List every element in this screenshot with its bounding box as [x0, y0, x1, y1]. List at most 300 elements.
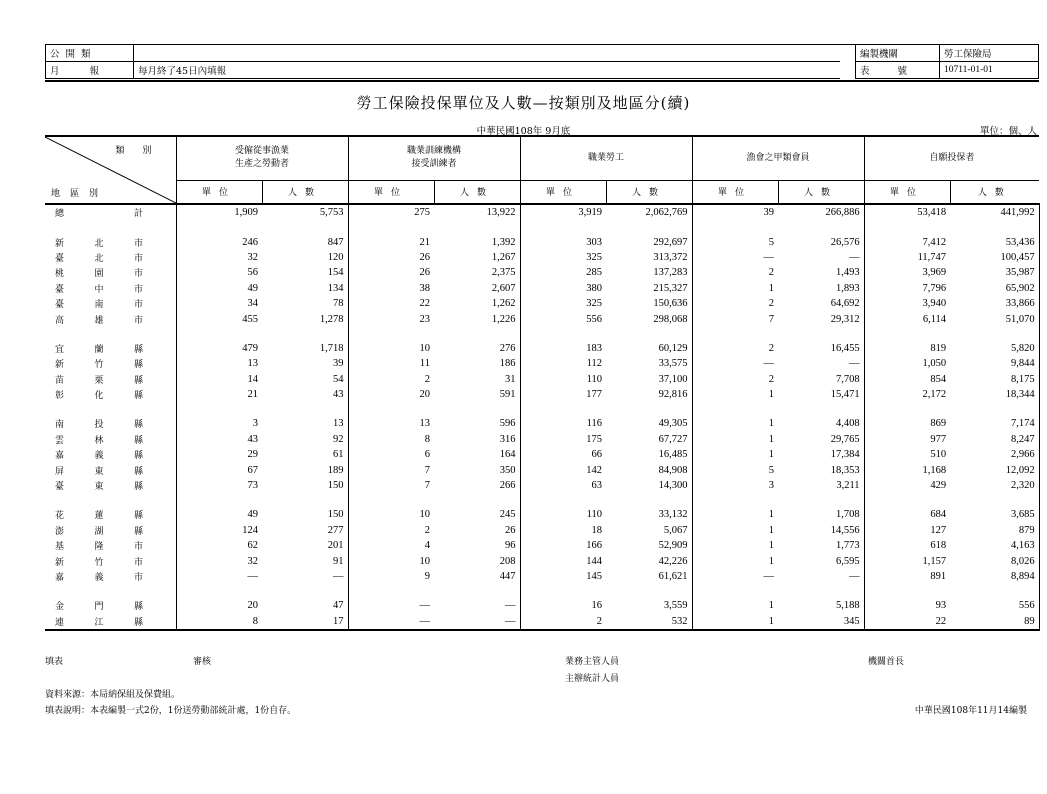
spacer-cell — [778, 493, 864, 507]
value-cell: 3,685 — [950, 507, 1039, 522]
value-cell: 1 — [768, 389, 775, 401]
value-cell: 1,226 — [434, 311, 520, 326]
value-cell: 60,129 — [606, 341, 692, 356]
value-cell: 186 — [434, 356, 520, 371]
group-header-4: 自願投保者 — [864, 136, 1039, 180]
spacer-cell — [864, 584, 950, 598]
table-row — [45, 296, 1039, 311]
value-cell: 8,247 — [950, 432, 1039, 447]
table-row — [45, 538, 1039, 553]
value-cell: 189 — [262, 462, 348, 477]
table-body — [45, 204, 1039, 630]
value-cell: 10 — [419, 509, 431, 521]
spacer-cell — [606, 220, 692, 234]
header-left-box — [45, 44, 840, 79]
value-cell: 2,320 — [950, 478, 1039, 493]
value-cell: 29 — [247, 449, 258, 461]
value-cell: 29,312 — [778, 311, 864, 326]
table-row — [45, 234, 1039, 249]
value-cell: 847 — [262, 234, 348, 249]
value-cell: 596 — [434, 416, 520, 431]
corner-category-label: 類別 — [115, 146, 170, 156]
value-cell: 150,636 — [606, 296, 692, 311]
spacer-cell — [262, 327, 348, 341]
spacer-cell — [520, 327, 606, 341]
spacer-cell — [520, 584, 606, 598]
region-name-text: 嘉 義 市 — [55, 573, 143, 583]
region-name — [45, 250, 176, 265]
value-cell: 2,375 — [434, 265, 520, 280]
value-cell: 1,262 — [434, 296, 520, 311]
value-cell: 1 — [768, 600, 775, 612]
spacer-cell — [434, 584, 520, 598]
value-cell: 13 — [419, 418, 431, 430]
value-cell: 14 — [247, 373, 258, 385]
region-name — [45, 538, 176, 553]
value-cell: 26 — [434, 523, 520, 538]
region-name-text: 花 蓮 縣 — [55, 511, 143, 522]
spacer-cell — [262, 220, 348, 234]
region-name-text: 彰 化 縣 — [55, 391, 143, 402]
region-name — [45, 432, 176, 447]
spacer-cell — [864, 493, 950, 507]
value-cell: 325 — [586, 251, 603, 263]
spacer-cell — [176, 220, 262, 234]
value-cell: 285 — [586, 267, 603, 279]
value-cell: 208 — [434, 553, 520, 568]
spacer-cell — [520, 493, 606, 507]
value-cell: 1 — [768, 433, 775, 445]
spacer-cell — [45, 220, 176, 234]
region-name-text: 臺 北 市 — [55, 253, 143, 264]
value-cell: 447 — [434, 569, 520, 584]
value-cell: 91 — [262, 553, 348, 568]
table-row — [45, 614, 1039, 630]
region-name-text: 苗 栗 縣 — [55, 375, 143, 386]
period-label: 中華民國108年 9月底 — [476, 126, 571, 137]
value-cell: 7 — [424, 464, 431, 476]
spacer-cell — [692, 402, 778, 416]
value-cell: 8 — [424, 433, 431, 445]
value-cell: 8 — [176, 614, 262, 630]
value-cell: 42,226 — [606, 553, 692, 568]
region-name — [45, 234, 176, 249]
value-cell: 276 — [434, 341, 520, 356]
value-cell: 5,753 — [262, 204, 348, 220]
value-cell: 18,344 — [950, 387, 1039, 402]
value-cell: 49 — [247, 282, 258, 294]
value-cell: — — [262, 569, 348, 584]
spacer-cell — [434, 220, 520, 234]
region-name — [45, 311, 176, 326]
group-header-0: 受僱從事漁業 生產之勞動者 — [176, 136, 348, 180]
value-cell: 7,174 — [950, 416, 1039, 431]
table-row — [45, 204, 1039, 220]
spacer-cell — [348, 493, 434, 507]
value-cell: 116 — [586, 418, 603, 430]
region-name-text: 嘉 義 縣 — [55, 451, 143, 462]
value-cell: 20 — [247, 600, 258, 612]
region-name — [45, 341, 176, 356]
value-cell: 67,727 — [606, 432, 692, 447]
table-row — [45, 432, 1039, 447]
value-cell: 3,559 — [606, 598, 692, 613]
value-cell: 1,493 — [778, 265, 864, 280]
value-cell: 13 — [247, 358, 258, 370]
spacer-row — [45, 220, 1039, 234]
footer-date: 中華民國108年11月14編製 — [914, 706, 1027, 716]
corner-region-label: 地區別 — [51, 189, 109, 199]
form-no-value: 10711-01-01 — [940, 62, 1039, 79]
value-cell: 17 — [262, 614, 348, 630]
value-cell: 2,062,769 — [606, 204, 692, 220]
value-cell: 854 — [930, 373, 947, 385]
footer-reviewer: 審核 — [193, 657, 212, 667]
region-name — [45, 462, 176, 477]
spacer-cell — [864, 327, 950, 341]
value-cell: 61 — [262, 447, 348, 462]
spacer-cell — [45, 327, 176, 341]
value-cell: 52,909 — [606, 538, 692, 553]
form-no-label: 表號 — [856, 62, 940, 79]
value-cell: 110 — [586, 509, 603, 521]
value-cell: 124 — [242, 524, 258, 536]
value-cell: 1,708 — [778, 507, 864, 522]
value-cell: 4,163 — [950, 538, 1039, 553]
value-cell: 37,100 — [606, 372, 692, 387]
spacer-cell — [434, 402, 520, 416]
value-cell: 977 — [930, 433, 947, 445]
region-name-text: 總 計 — [55, 209, 143, 220]
value-cell: 266 — [434, 478, 520, 493]
value-cell: 2 — [768, 342, 775, 354]
spacer-cell — [176, 584, 262, 598]
value-cell: 1,168 — [922, 464, 947, 476]
spacer-cell — [262, 584, 348, 598]
sub-header-persons: 人數 — [778, 180, 864, 204]
value-cell: 12,092 — [950, 462, 1039, 477]
region-name-text: 雲 林 縣 — [55, 435, 143, 446]
table-row — [45, 356, 1039, 371]
value-cell: 10 — [419, 555, 431, 567]
region-name-text: 高 雄 市 — [55, 315, 143, 326]
value-cell: 1,909 — [234, 207, 258, 219]
value-cell: 22 — [864, 614, 950, 630]
value-cell: — — [763, 358, 775, 370]
value-cell: 11 — [419, 358, 431, 370]
value-cell: 292,697 — [606, 234, 692, 249]
value-cell: 65,902 — [950, 281, 1039, 296]
footer-head: 機關首長 — [868, 657, 905, 667]
region-name — [45, 296, 176, 311]
value-cell: 1,278 — [262, 311, 348, 326]
value-cell: 2 — [768, 298, 775, 310]
value-cell: 215,327 — [606, 281, 692, 296]
value-cell: 142 — [586, 464, 603, 476]
spacer-cell — [692, 220, 778, 234]
value-cell: 2 — [424, 524, 431, 536]
value-cell: 618 — [930, 540, 947, 552]
value-cell: 137,283 — [606, 265, 692, 280]
value-cell: 2,607 — [434, 281, 520, 296]
value-cell: 93 — [935, 600, 947, 612]
table-row — [45, 416, 1039, 431]
spacer-cell — [950, 327, 1039, 341]
spacer-cell — [864, 402, 950, 416]
value-cell: 1,773 — [778, 538, 864, 553]
value-cell: 5,188 — [778, 598, 864, 613]
sub-header-persons: 人數 — [434, 180, 520, 204]
spacer-row — [45, 327, 1039, 341]
value-cell: 56 — [247, 267, 258, 279]
spacer-cell — [262, 493, 348, 507]
value-cell: 556 — [950, 598, 1039, 613]
value-cell: 298,068 — [606, 311, 692, 326]
value-cell: 6,114 — [922, 313, 947, 325]
region-name-text: 新 竹 縣 — [55, 360, 143, 371]
spacer-cell — [692, 584, 778, 598]
value-cell: 18,353 — [778, 462, 864, 477]
table-row — [45, 265, 1039, 280]
sub-header-persons: 人數 — [950, 180, 1039, 204]
value-cell: 556 — [586, 313, 603, 325]
region-name — [45, 281, 176, 296]
table-row — [45, 341, 1039, 356]
table-row — [45, 447, 1039, 462]
value-cell: 84,908 — [606, 462, 692, 477]
value-cell: 7 — [424, 480, 431, 492]
spacer-cell — [950, 402, 1039, 416]
value-cell: 303 — [586, 236, 603, 248]
value-cell: 5 — [768, 464, 775, 476]
table-row — [45, 553, 1039, 568]
value-cell: 7,412 — [922, 236, 947, 248]
data-table — [45, 135, 1040, 631]
value-cell: 1 — [768, 555, 775, 567]
public-class-label: 公開類 — [46, 45, 134, 62]
spacer-cell — [348, 220, 434, 234]
value-cell: — — [763, 571, 775, 582]
corner-header — [45, 136, 176, 204]
value-cell: — — [778, 356, 864, 371]
region-name-text: 金 門 縣 — [55, 602, 143, 613]
table-row — [45, 598, 1039, 613]
sub-header-persons: 人數 — [262, 180, 348, 204]
value-cell: 1 — [768, 540, 775, 552]
value-cell: 869 — [930, 418, 947, 430]
value-cell: — — [434, 598, 520, 613]
value-cell: 277 — [262, 523, 348, 538]
value-cell: 11,747 — [917, 251, 947, 263]
spacer-cell — [950, 584, 1039, 598]
value-cell: 26,576 — [778, 234, 864, 249]
value-cell: 134 — [262, 281, 348, 296]
value-cell: 23 — [419, 313, 431, 325]
value-cell: 1,050 — [922, 358, 947, 370]
value-cell: 89 — [950, 614, 1039, 630]
value-cell: 1 — [768, 282, 775, 294]
value-cell: 819 — [930, 342, 947, 354]
footer-filler: 填表 — [45, 657, 64, 667]
value-cell: 3,211 — [778, 478, 864, 493]
value-cell: 120 — [262, 250, 348, 265]
value-cell: 532 — [606, 614, 692, 630]
value-cell: 21 — [247, 389, 258, 401]
region-name — [45, 447, 176, 462]
value-cell: 112 — [586, 358, 603, 370]
value-cell: 201 — [262, 538, 348, 553]
region-name — [45, 507, 176, 522]
value-cell: 34 — [247, 298, 258, 310]
footer-note: 填表說明：本表編製一式2份，1份送勞動部統計處，1份自存。 — [45, 706, 297, 716]
value-cell: 1,392 — [434, 234, 520, 249]
value-cell: 4 — [424, 540, 431, 552]
footer-source: 資料來源：本局納保組及保費組。 — [45, 690, 181, 700]
value-cell: 33,575 — [606, 356, 692, 371]
region-name — [45, 204, 176, 220]
value-cell: 1,893 — [778, 281, 864, 296]
value-cell: 16,455 — [778, 341, 864, 356]
value-cell: 100,457 — [950, 250, 1039, 265]
region-name-text: 新 竹 市 — [55, 557, 143, 568]
region-name-text: 新 北 市 — [55, 238, 143, 249]
value-cell: 39 — [262, 356, 348, 371]
footer-statistician: 主辦統計人員 — [565, 674, 620, 684]
table-row — [45, 250, 1039, 265]
value-cell: 164 — [434, 447, 520, 462]
sub-header-units: 單位 — [520, 180, 606, 204]
value-cell: 43 — [262, 387, 348, 402]
value-cell: 61,621 — [606, 569, 692, 584]
spacer-cell — [692, 327, 778, 341]
value-cell: 66 — [591, 449, 603, 461]
value-cell: 154 — [262, 265, 348, 280]
spacer-cell — [520, 220, 606, 234]
value-cell: — — [763, 251, 775, 263]
spacer-cell — [45, 584, 176, 598]
region-name — [45, 614, 176, 630]
value-cell: 8,894 — [950, 569, 1039, 584]
value-cell: 2 — [424, 373, 431, 385]
spacer-row — [45, 493, 1039, 507]
header-rule — [45, 80, 1039, 82]
spacer-cell — [176, 327, 262, 341]
value-cell: 8,026 — [950, 553, 1039, 568]
value-cell: 73 — [247, 480, 258, 492]
spacer-cell — [606, 584, 692, 598]
value-cell: 96 — [434, 538, 520, 553]
value-cell: 5 — [768, 236, 775, 248]
value-cell: 316 — [434, 432, 520, 447]
spacer-cell — [864, 220, 950, 234]
value-cell: 16,485 — [606, 447, 692, 462]
value-cell: — — [419, 600, 431, 612]
region-name-text: 臺 中 市 — [55, 284, 143, 295]
value-cell: 33,866 — [950, 296, 1039, 311]
sub-header-units: 單位 — [692, 180, 778, 204]
spacer-cell — [692, 493, 778, 507]
region-name — [45, 569, 176, 584]
value-cell: 32 — [247, 251, 258, 263]
spacer-cell — [176, 493, 262, 507]
report-label: 月報 — [46, 62, 134, 79]
value-cell: 47 — [262, 598, 348, 613]
value-cell: 49 — [247, 509, 258, 521]
value-cell: 1 — [768, 524, 775, 536]
value-cell: 3,940 — [922, 298, 947, 310]
value-cell: 14,556 — [778, 523, 864, 538]
value-cell: 1 — [768, 449, 775, 461]
spacer-row — [45, 402, 1039, 416]
value-cell: 325 — [586, 298, 603, 310]
region-name — [45, 387, 176, 402]
value-cell: 2 — [520, 614, 606, 630]
value-cell: 22 — [419, 298, 431, 310]
value-cell: 1 — [768, 418, 775, 430]
spacer-cell — [778, 327, 864, 341]
value-cell: 13 — [262, 416, 348, 431]
value-cell: 145 — [586, 571, 603, 582]
header-right-box — [855, 44, 1039, 79]
value-cell: 43 — [247, 433, 258, 445]
spacer-cell — [434, 493, 520, 507]
spacer-cell — [520, 402, 606, 416]
value-cell: 441,992 — [950, 204, 1039, 220]
value-cell: — — [778, 250, 864, 265]
value-cell: 21 — [419, 236, 431, 248]
value-cell: 144 — [586, 555, 603, 567]
value-cell: 429 — [930, 480, 947, 492]
unit-label: 單位：個、人 — [979, 126, 1037, 137]
value-cell: 246 — [242, 236, 258, 248]
region-name-text: 澎 湖 縣 — [55, 526, 143, 537]
value-cell: 4,408 — [778, 416, 864, 431]
region-name — [45, 265, 176, 280]
table-row — [45, 462, 1039, 477]
region-name-text: 臺 南 市 — [55, 300, 143, 311]
value-cell: 9,844 — [950, 356, 1039, 371]
value-cell: 53,418 — [917, 207, 947, 219]
value-cell: 64,692 — [778, 296, 864, 311]
report-deadline: 每月終了45日內填報 — [134, 62, 840, 79]
region-name-text: 桃 園 市 — [55, 269, 143, 280]
value-cell: 51,070 — [950, 311, 1039, 326]
value-cell: 127 — [930, 524, 947, 536]
value-cell: — — [434, 614, 520, 630]
sub-header-persons: 人數 — [606, 180, 692, 204]
spacer-cell — [950, 493, 1039, 507]
value-cell: 110 — [586, 373, 603, 385]
value-cell: 5,820 — [950, 341, 1039, 356]
spacer-cell — [606, 327, 692, 341]
spacer-cell — [434, 327, 520, 341]
value-cell: 32 — [247, 555, 258, 567]
value-cell: 13,922 — [434, 204, 520, 220]
value-cell: 54 — [262, 372, 348, 387]
value-cell: 7 — [768, 313, 775, 325]
spacer-cell — [606, 402, 692, 416]
spacer-cell — [176, 402, 262, 416]
region-name-text: 連 江 縣 — [55, 617, 143, 628]
value-cell: 5,067 — [606, 523, 692, 538]
spacer-cell — [778, 584, 864, 598]
value-cell: 891 — [930, 571, 947, 582]
value-cell: 26 — [419, 251, 431, 263]
value-cell: 16 — [591, 600, 603, 612]
value-cell: 510 — [930, 449, 947, 461]
table-row — [45, 372, 1039, 387]
value-cell: 6 — [424, 449, 431, 461]
